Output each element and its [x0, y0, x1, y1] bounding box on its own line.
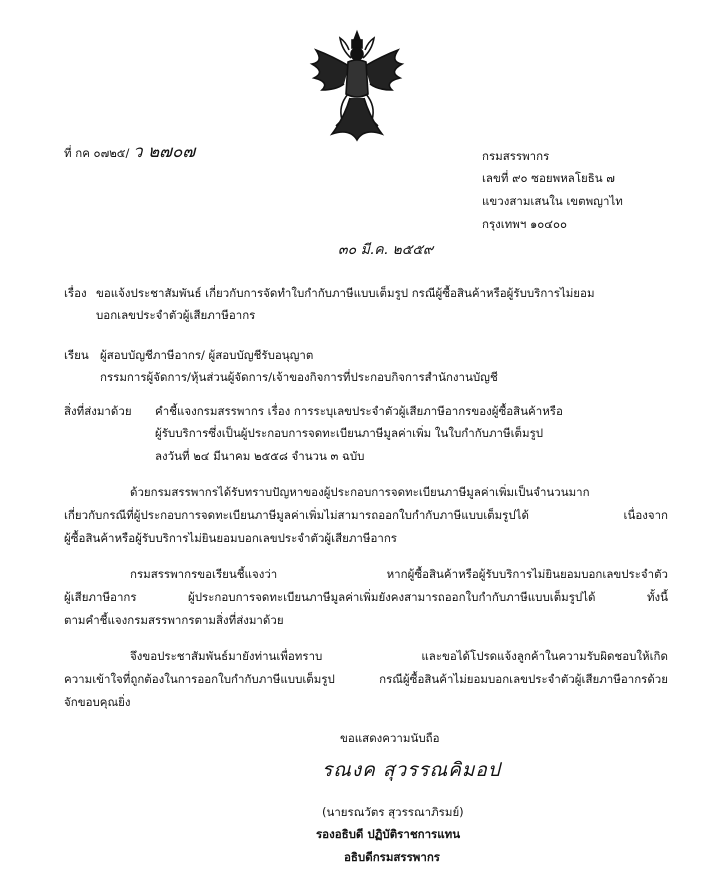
reference-number	[64, 144, 195, 161]
recipient-line: ผู้สอบบัญชีภาษีอากร/ ผู้สอบบัญชีรับอนุญาต	[100, 348, 314, 362]
body-paragraph-line: ตามคำชี้แจงกรมสรรพากรตามสิ่งที่ส่งมาด้วย	[64, 613, 284, 627]
sender-address-line: แขวงสามเสนใน เขตพญาไท	[482, 194, 623, 208]
signer-title: อธิบดีกรมสรรพากร	[344, 850, 440, 864]
document-date: ๓๐ มี.ค. ๒๕๕๙	[338, 242, 434, 258]
reference-prefix: ที่ กค ๐๗๒๕/	[64, 146, 134, 160]
subject-line: ขอแจ้งประชาสัมพันธ์ เกี่ยวกับการจัดทำใบกำกับภาษีแบบเต็มรูป กรณีผู้ซื้อสินค้าหรือผู้รับบริการไม่ยอม	[96, 286, 595, 300]
body-paragraph-line: ด้วยกรมสรรพากรได้รับทราบปัญหาของผู้ประกอบการจดทะเบียนภาษีมูลค่าเพิ่มเป็นจำนวนมาก	[130, 485, 590, 499]
recipient-line: กรรมการผู้จัดการ/หุ้นส่วนผู้จัดการ/เจ้าของกิจการที่ประกอบกิจการสำนักงานบัญชี	[100, 370, 498, 384]
body-paragraph-line: เกี่ยวกับกรณีที่ผู้ประกอบการจดทะเบียนภาษีมูลค่าเพิ่มไม่สามารถออกใบกำกับภาษีแบบเต็มรูปได้ เนื่องจาก	[64, 508, 668, 522]
body-paragraph-line: กรมสรรพากรขอเรียนชี้แจงว่า หากผู้ซื้อสินค้าหรือผู้รับบริการไม่ยินยอมบอกเลขประจำตัว	[130, 567, 668, 581]
body-paragraph-line: จึงขอประชาสัมพันธ์มายังท่านเพื่อทราบ และขอได้โปรดแจ้งลูกค้าในความรับผิดชอบให้เกิด	[130, 649, 668, 663]
body-paragraph-line: ผู้ซื้อสินค้าหรือผู้รับบริการไม่ยินยอมบอกเลขประจำตัวผู้เสียภาษีอากร	[64, 531, 397, 545]
sender-address-line: กรุงเทพฯ ๑๐๔๐๐	[482, 217, 568, 231]
reference-handwritten: ว ๒๗๐๗	[133, 142, 196, 162]
sender-address-line: เลขที่ ๙๐ ซอยพหลโยธิน ๗	[482, 171, 615, 185]
handwritten-signature: รณงค สุวรรณคิมอป	[322, 759, 501, 781]
recipient-label: เรียน	[64, 348, 89, 362]
signer-title: รองอธิบดี ปฏิบัติราชการแทน	[316, 827, 461, 841]
subject-label: เรื่อง	[64, 286, 87, 300]
enclosure-line: ลงวันที่ ๒๔ มีนาคม ๒๕๕๘ จำนวน ๓ ฉบับ	[155, 449, 365, 463]
body-paragraph-line: ความเข้าใจที่ถูกต้องในการออกใบกำกับภาษีแบบเต็มรูป กรณีผู้ซื้อสินค้าไม่ยอมบอกเลขประจำตัวผู้เสียภาษีอากรด้วย	[64, 672, 668, 686]
enclosure-label: สิ่งที่ส่งมาด้วย	[64, 404, 132, 418]
sender-department: กรมสรรพากร	[482, 149, 550, 163]
signer-name: (นายรณวัตร สุวรรณาภิรมย์)	[322, 805, 464, 819]
closing-phrase: ขอแสดงความนับถือ	[340, 731, 440, 745]
enclosure-line: คำชี้แจงกรมสรรพากร เรื่อง การระบุเลขประจำตัวผู้เสียภาษีอากรของผู้ซื้อสินค้าหรือ	[155, 404, 563, 418]
enclosure-line: ผู้รับบริการซึ่งเป็นผู้ประกอบการจดทะเบียนภาษีมูลค่าเพิ่ม ในใบกำกับภาษีเต็มรูป	[155, 426, 544, 440]
garuda-emblem-icon	[302, 28, 412, 146]
body-paragraph-line: ผู้เสียภาษีอากร ผู้ประกอบการจดทะเบียนภาษีมูลค่าเพิ่มยังคงสามารถออกใบกำกับภาษีแบบเต็มรูปได้ ทั้งนี้	[64, 590, 668, 604]
subject-line: บอกเลขประจำตัวผู้เสียภาษีอากร	[96, 308, 256, 322]
body-paragraph-line: จักขอบคุณยิ่ง	[64, 695, 131, 709]
